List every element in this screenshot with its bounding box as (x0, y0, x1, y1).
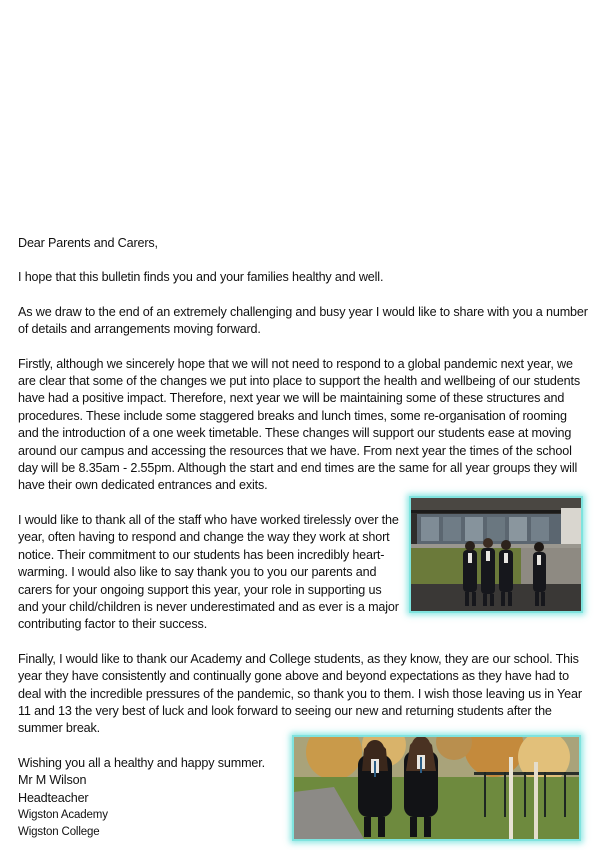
photo-students-school-entrance (409, 496, 583, 613)
closing-line: Wishing you all a healthy and happy summer. (18, 755, 265, 770)
paragraph-school-day: Firstly, although we sincerely hope that we will not need to respond to a global pandemic next year, we are clear that some of the changes we put into place to support the health and wellbeing of our students have had a positive impact. Therefore, next year we will be maintaining some of these structures and procedures. These include some staggered breaks and lunch times, some re-organisation of rooming and the introduction of a one week timetable. These changes will support our students ease at moving around our campus and accessing the resources that we have. From next year the times of the school day will be 8.35am - 2.55pm. Although the start and end times are the same for all year groups they will have their own dedicated entrances and exits. (18, 356, 580, 493)
paragraph-thanks-students: Finally, I would like to thank our Academy and College students, as they know, they are our school. This year they have consistently and continually gone above and beyond expectations as they have had to deal with the incredible pressures of the pandemic, so thank you to them. I wish those leaving us in Year 11 and 13 the very best of luck and look forward to seeing our new and returning students after the summer break. (18, 651, 582, 736)
photo-students-school-entrance-image (411, 498, 581, 611)
paragraph-wellbeing: I hope that this bulletin finds you and your families healthy and well. (18, 270, 384, 285)
photo-students-autumn-path (292, 735, 581, 841)
school-college: Wigston College (18, 826, 100, 839)
signatory-role: Headteacher (18, 790, 89, 805)
signatory-name: Mr M Wilson (18, 773, 87, 788)
photo-students-autumn-path-image (294, 737, 579, 839)
paragraph-thanks-staff: I would like to thank all of the staff who have worked tirelessly over the year, often having to respond and change the way they work at short notice. Their commitment to our students has been incredibly heart-warming. I would also like to say thank you to you our parents and carers for your ongoing support this year, your role in supporting us and your child/children is never underestimated and as ever is a major contributing factor to their success. (18, 512, 399, 632)
school-academy: Wigston Academy (18, 808, 108, 821)
paragraph-arrangements: As we draw to the end of an extremely challenging and busy year I would like to share with you a number of details and arrangements moving forward. (18, 304, 588, 337)
greeting: Dear Parents and Carers, (18, 236, 158, 250)
